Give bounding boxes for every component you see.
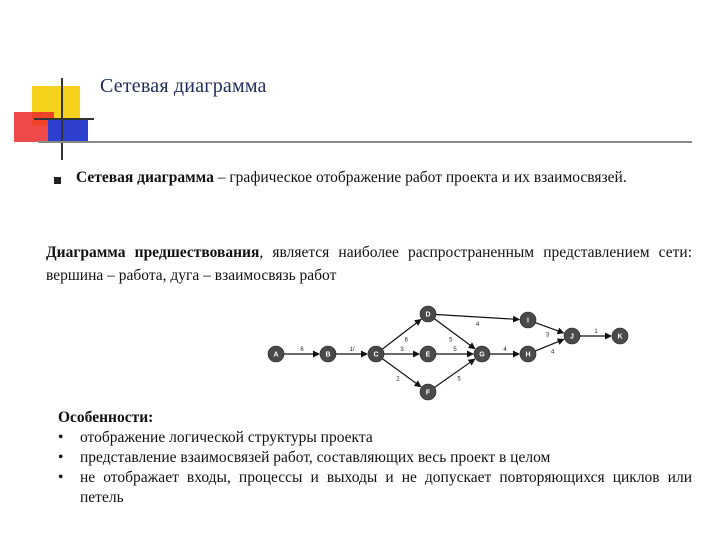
edge-label: 5: [449, 337, 453, 344]
feature-text: не отображает входы, процессы и выходы и не допускает повторяющихся циклов или петель: [80, 469, 692, 506]
feature-item: [58, 468, 692, 508]
deco-blue-square: [48, 118, 88, 142]
edge-f-g: [435, 359, 475, 387]
edge-label: 4: [475, 321, 480, 328]
definition-paragraph: [76, 166, 692, 189]
node-label: K: [617, 333, 623, 341]
edge-d-i: [436, 314, 519, 319]
edge-i-j: [536, 323, 564, 333]
definition-text: – графическое отображение работ проекта и их взаимосвязей.: [213, 169, 627, 186]
node-label: G: [479, 351, 485, 359]
node-label: D: [425, 311, 431, 319]
precedence-text: , является наиболее распространенным представлением сети: вершина – работа, дуга – взаимосвязь работ: [46, 244, 692, 284]
edge-label: 6: [300, 347, 304, 353]
node-label: C: [373, 351, 379, 359]
edge-label: 3: [545, 332, 550, 339]
edge-label: 1: [594, 329, 598, 335]
edge-label: 4: [550, 349, 555, 356]
edge-c-f: [382, 359, 420, 387]
square-bullet-icon: [54, 177, 61, 184]
bullet-dot-icon: •: [58, 469, 64, 486]
edge-label: 3: [400, 347, 404, 353]
node-label: J: [570, 333, 574, 341]
edge-label: 5: [457, 376, 461, 383]
edge-label: 4: [503, 347, 507, 353]
feature-item: [58, 448, 692, 468]
edge-label: 6: [404, 337, 408, 344]
node-label: E: [425, 351, 431, 359]
edge-h-j: [535, 339, 563, 351]
node-label: I: [527, 317, 529, 325]
node-label: F: [425, 389, 431, 397]
bullet-dot-icon: •: [58, 449, 64, 466]
precedence-paragraph: [46, 241, 692, 287]
definition-term: Сетевая диаграмма: [76, 169, 214, 186]
feature-item: [58, 428, 692, 448]
node-label: B: [325, 351, 331, 359]
slide-title: Сетевая диаграмма: [100, 75, 267, 97]
features-block: [58, 408, 692, 508]
feature-text: отображение логической структуры проекта: [80, 429, 373, 446]
node-label: A: [273, 351, 279, 359]
title-divider: [38, 141, 692, 143]
edge-label: 1/: [349, 347, 355, 353]
network-diagram: [262, 298, 640, 404]
precedence-term: Диаграмма предшествования: [46, 244, 260, 261]
features-heading: Особенности:: [58, 409, 154, 426]
edge-label: 5: [453, 347, 457, 353]
edge-d-g: [434, 319, 474, 349]
edge-label: 2: [396, 376, 400, 383]
feature-text: представление взаимосвязей работ, составляющих весь проект в целом: [80, 449, 551, 466]
bullet-dot-icon: •: [58, 429, 64, 446]
edge-c-d: [382, 319, 421, 349]
node-label: H: [525, 351, 531, 359]
deco-horizontal-line: [34, 118, 94, 120]
